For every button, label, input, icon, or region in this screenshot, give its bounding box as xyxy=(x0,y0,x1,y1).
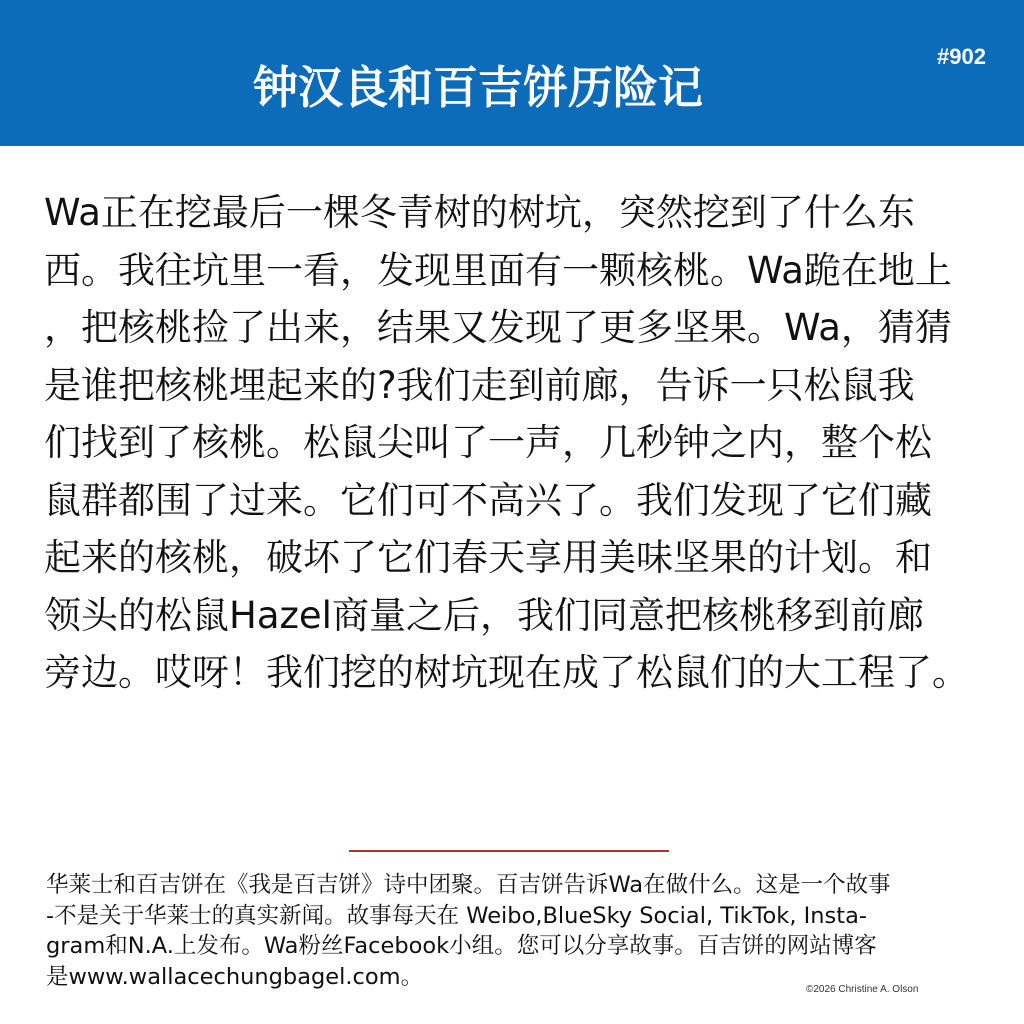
story-line: ，把核桃捡了出来，结果又发现了更多坚果。Wa，猜猜 xyxy=(44,306,952,349)
episode-number: #902 xyxy=(937,44,986,69)
copyright-notice: ©2026 Christine A. Olson xyxy=(806,984,919,995)
story-line: Wa正在挖最后一棵冬青树的树坑，突然挖到了什么东 xyxy=(44,191,915,234)
story-line: 是谁把核桃埋起来的?我们走到前廊，告诉一只松鼠我 xyxy=(44,363,915,407)
story-line: 西。我往坑里一看，发现里面有一颗核桃。Wa跪在地上 xyxy=(44,248,952,292)
footer-line: -不是关于华莱士的真实新闻。故事每天在 Weibo,BlueSky Social, TikTok, Insta- xyxy=(46,902,867,929)
page-title: 钟汉良和百吉饼历险记 xyxy=(252,61,703,114)
header-banner xyxy=(0,0,1024,146)
story-line: 起来的核桃，破坏了它们春天享用美味坚果的计划。和 xyxy=(44,536,932,579)
footer-line: gram和N.A.上发布。Wa粉丝Facebook小组。您可以分享故事。百吉饼的网站博客 xyxy=(46,933,877,959)
footer-note xyxy=(46,870,986,992)
footer-line: 是www.wallacechungbagel.com。 xyxy=(46,963,424,990)
story-line: 旁边。哎呀！我们挖的树坑现在成了松鼠们的大工程了。 xyxy=(44,651,969,694)
story-line: 鼠群都围了过来。它们可不高兴了。我们发现了它们藏 xyxy=(44,478,932,522)
footer-divider xyxy=(349,850,669,852)
story-text xyxy=(44,184,984,702)
story-line: 们找到了核桃。松鼠尖叫了一声，几秒钟之内，整个松 xyxy=(44,421,932,464)
story-line: 领头的松鼠Hazel商量之后，我们同意把核桃移到前廊 xyxy=(44,593,924,637)
footer-line: 华莱士和百吉饼在《我是百吉饼》诗中团聚。百吉饼告诉Wa在做什么。这是一个故事 xyxy=(46,872,891,898)
